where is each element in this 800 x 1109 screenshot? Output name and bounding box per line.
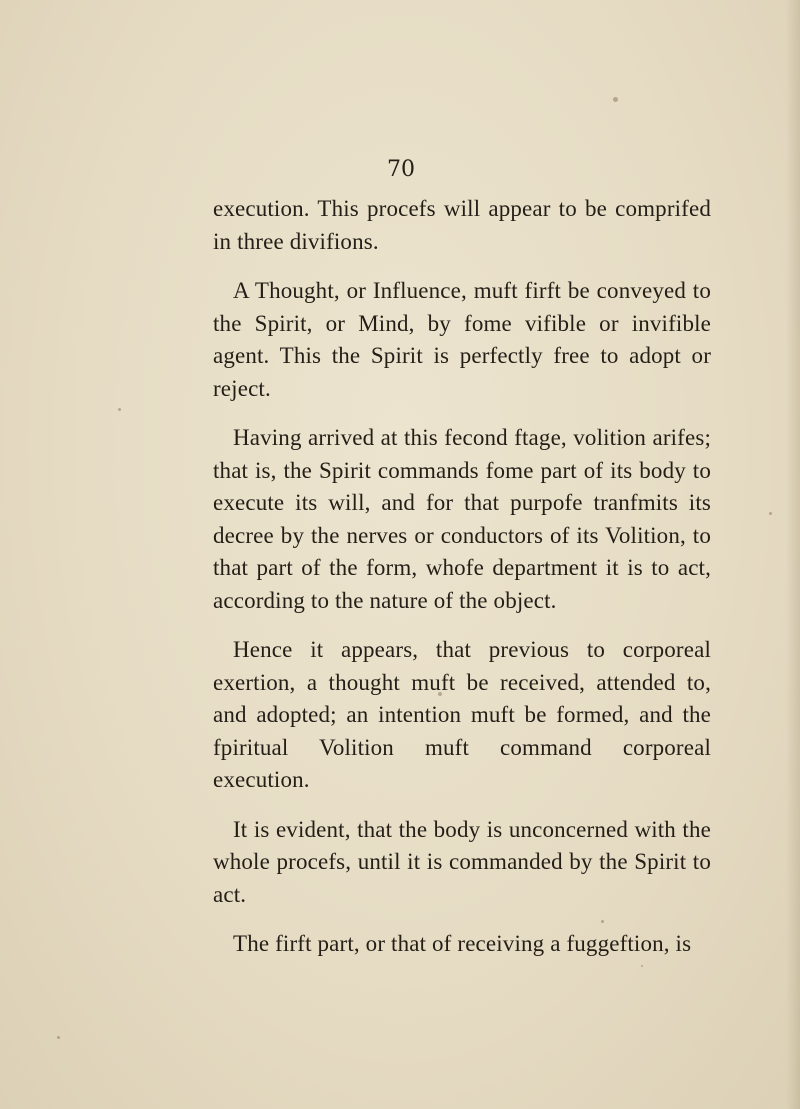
- paragraph-5: It is evident, that the body is unconcerned with the whole procefs, until it is commanded by the Spirit to act.: [213, 816, 711, 907]
- paragraph-6: The firft part, or that of receiving a fuggeftion, is: [233, 931, 692, 956]
- paragraph-4: Hence it appears, that previous to corporeal exertion, a thought muft be received, attended to, and adopted; an intention muft be formed, and the fpiritual Volition muft command corporeal execution.: [213, 637, 711, 792]
- paper-speck: [769, 512, 772, 515]
- paper-speck: [613, 97, 618, 102]
- body-text: [213, 193, 711, 961]
- paper-speck: [57, 1036, 60, 1039]
- paragraph-3: Having arrived at this fecond ftage, volition arifes; that is, the Spirit commands fome part of its body to execute its will, and for that purpofe tranfmits its decree by the nerves or conductors of its Volition, to that part of the form, whofe department it is to act, according to the nature of the object.: [213, 425, 711, 613]
- paragraph-1: execution. This procefs will appear to be comprifed in three divifions.: [213, 196, 711, 254]
- page-edge-shadow: [786, 0, 800, 1109]
- page-number: 70: [387, 157, 415, 182]
- paper-speck: [118, 408, 121, 411]
- paper-speck: [641, 965, 643, 967]
- paragraph-2: A Thought, or Influence, muft firft be conveyed to the Spirit, or Mind, by fome vifible or invifible agent. This the Spirit is perfectly free to adopt or reject.: [213, 278, 711, 401]
